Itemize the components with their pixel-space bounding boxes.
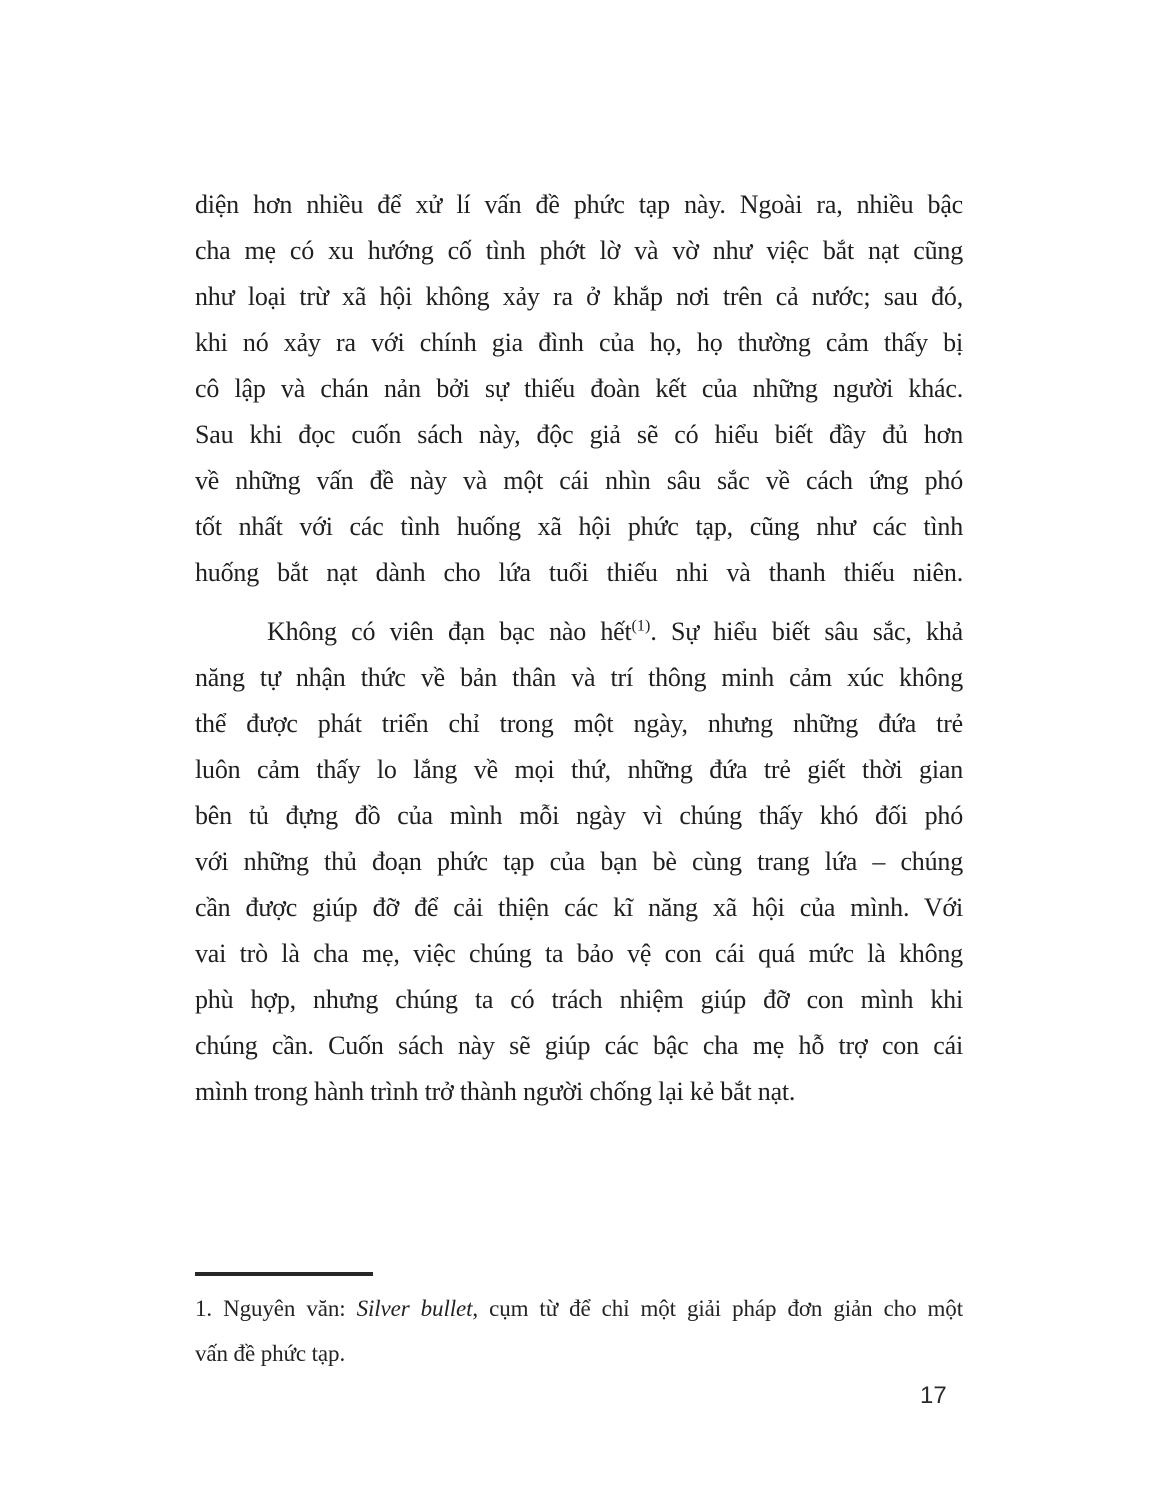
paragraph-1-lines: [195, 182, 963, 596]
text-line: tốt nhất với các tình huống xã hội phức tạp, cũng như các tình: [195, 512, 963, 541]
text-line: thể được phát triển chỉ trong một ngày, nhưng những đứa trẻ: [195, 709, 963, 738]
text-line: cô lập và chán nản bởi sự thiếu đoàn kết của những người khác.: [195, 374, 963, 403]
footnote-ref-marker: (1): [631, 617, 651, 635]
text-line: năng tự nhận thức về bản thân và trí thông minh cảm xúc không: [195, 663, 963, 692]
text-line: mình trong hành trình trở thành người chống lại kẻ bắt nạt.: [195, 1077, 796, 1106]
text-line: Sau khi đọc cuốn sách này, độc giả sẽ có hiểu biết đầy đủ hơn: [195, 420, 963, 449]
footnote-divider: [195, 1272, 373, 1276]
footnote-block: [195, 1272, 963, 1376]
footnote-text: , cụm từ để chỉ một giải pháp đơn giản cho một: [472, 1296, 963, 1321]
text-line: cần được giúp đỡ để cải thiện các kĩ năng xã hội của mình. Với: [195, 893, 963, 922]
text-line: luôn cảm thấy lo lắng về mọi thứ, những đứa trẻ giết thời gian: [195, 755, 963, 784]
footnote-term-italic: Silver bullet: [356, 1296, 473, 1321]
text-line: bên tủ đựng đồ của mình mỗi ngày vì chúng thấy khó đối phó: [195, 801, 963, 830]
body-text: [195, 182, 963, 1115]
text-line: chúng cần. Cuốn sách này sẽ giúp các bậc cha mẹ hỗ trợ con cái: [195, 1031, 963, 1060]
footnote-line: [195, 1286, 963, 1331]
text-line: huống bắt nạt dành cho lứa tuổi thiếu nhi và thanh thiếu niên.: [195, 558, 963, 587]
text-segment: Không có viên đạn bạc nào hết: [267, 617, 632, 646]
text-line: cha mẹ có xu hướng cố tình phớt lờ và vờ như việc bắt nạt cũng: [195, 236, 963, 265]
paragraph-1: [195, 182, 963, 596]
paragraph-2-lines: [195, 655, 963, 1069]
text-line: về những vấn đề này và một cái nhìn sâu sắc về cách ứng phó: [195, 466, 963, 495]
text-line: như loại trừ xã hội không xảy ra ở khắp nơi trên cả nước; sau đó,: [195, 282, 963, 311]
text-line: diện hơn nhiều để xử lí vấn đề phức tạp này. Ngoài ra, nhiều bậc: [195, 190, 963, 219]
text-segment: . Sự hiểu biết sâu sắc, khả: [650, 617, 963, 646]
text-line: vai trò là cha mẹ, việc chúng ta bảo vệ con cái quá mức là không: [195, 939, 963, 968]
footnote-line: vấn đề phức tạp.: [195, 1341, 346, 1366]
page-number: 17: [920, 1382, 947, 1409]
text-line: phù hợp, nhưng chúng ta có trách nhiệm giúp đỡ con mình khi: [195, 985, 963, 1014]
text-line: [195, 609, 963, 655]
text-line: khi nó xảy ra với chính gia đình của họ, họ thường cảm thấy bị: [195, 328, 963, 357]
footnote-marker: 1. Nguyên văn:: [195, 1296, 357, 1321]
paragraph-2: [195, 609, 963, 1115]
text-line: với những thủ đoạn phức tạp của bạn bè cùng trang lứa – chúng: [195, 847, 963, 876]
